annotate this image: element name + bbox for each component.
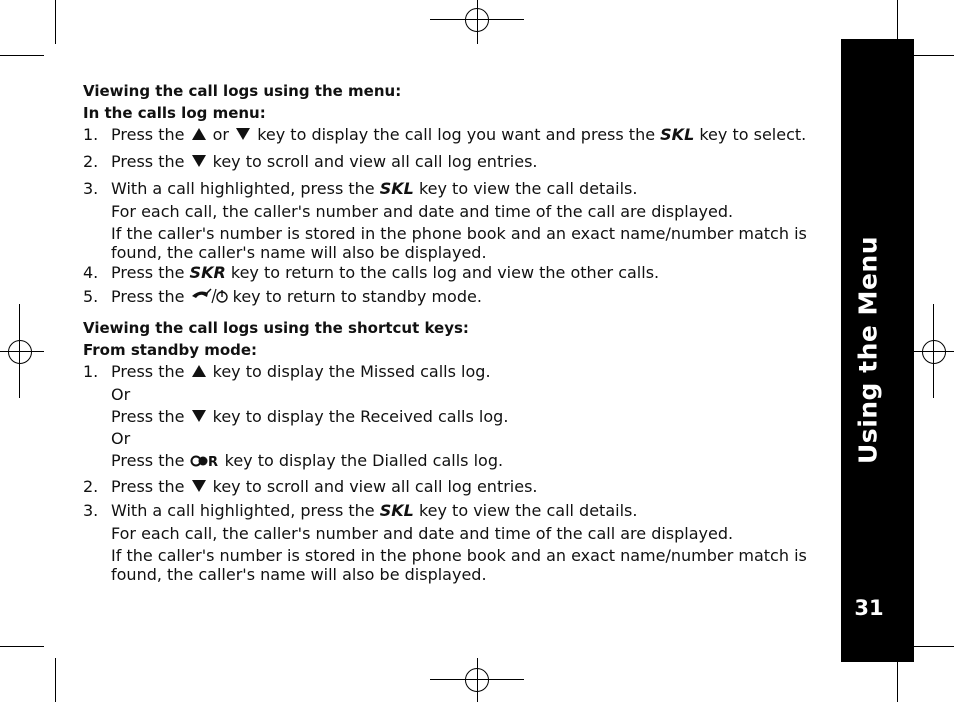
crop-mark xyxy=(910,55,954,56)
page-number: 31 xyxy=(854,596,884,620)
crop-mark xyxy=(0,646,44,647)
crop-mark xyxy=(897,658,898,702)
list-item: 1. Press the or key to display the call log you want and press the SKL key to select. xyxy=(83,125,807,144)
up-arrow-icon xyxy=(192,128,206,140)
step-or: Or xyxy=(111,429,131,448)
crop-mark xyxy=(910,646,954,647)
section-heading: Viewing the call logs using the shortcut keys: xyxy=(83,319,469,337)
list-item: 5. Press the key to return to standby mode. xyxy=(83,287,482,306)
step-note: If the caller's number is stored in the phone book and an exact name/number match is found, the caller's name will also be displayed. xyxy=(111,224,807,262)
section-heading: Viewing the call logs using the menu: xyxy=(83,82,402,100)
list-item: 2. Press the key to scroll and view all call log entries. xyxy=(83,477,538,496)
step-line: Press the key to display the Received calls log. xyxy=(111,407,509,426)
step-number: 4. xyxy=(83,263,99,282)
crop-mark xyxy=(55,0,56,44)
step-number: 3. xyxy=(83,501,99,520)
step-note: For each call, the caller's number and date and time of the call are displayed. xyxy=(111,202,734,221)
down-arrow-icon xyxy=(192,410,206,422)
end-call-power-icon xyxy=(190,287,228,305)
key-name: SKL xyxy=(379,179,414,198)
svg-text:R: R xyxy=(207,455,218,469)
up-arrow-icon xyxy=(192,365,206,377)
crop-mark xyxy=(0,55,44,56)
step-number: 1. xyxy=(83,125,99,144)
step-number: 5. xyxy=(83,287,99,306)
step-number: 1. xyxy=(83,362,99,381)
step-note: For each call, the caller's number and date and time of the call are displayed. xyxy=(111,524,734,543)
down-arrow-icon xyxy=(236,128,250,140)
list-item: 4. Press the SKR key to return to the calls log and view the other calls. xyxy=(83,263,660,282)
down-arrow-icon xyxy=(192,155,206,167)
list-item: 3. With a call highlighted, press the SKL key to view the call details. xyxy=(83,501,638,520)
step-or: Or xyxy=(111,385,131,404)
step-number: 3. xyxy=(83,179,99,198)
key-name: SKL xyxy=(379,501,414,520)
list-item: 2. Press the key to scroll and view all call log entries. xyxy=(83,152,538,171)
crop-mark xyxy=(897,0,898,44)
crop-mark xyxy=(55,658,56,702)
redial-key-icon xyxy=(190,453,220,469)
list-item: 3. With a call highlighted, press the SKL key to view the call details. xyxy=(83,179,638,198)
step-line: Press the R key to display the Dialled calls log. xyxy=(111,451,504,470)
down-arrow-icon xyxy=(192,480,206,492)
section-subheading: From standby mode: xyxy=(83,341,258,359)
step-number: 2. xyxy=(83,152,99,171)
list-item: 1. Press the key to display the Missed calls log. xyxy=(83,362,491,381)
section-subheading: In the calls log menu: xyxy=(83,104,266,122)
key-name: SKR xyxy=(189,263,226,282)
step-number: 2. xyxy=(83,477,99,496)
step-note: If the caller's number is stored in the phone book and an exact name/number match is found, the caller's name will also be displayed. xyxy=(111,546,807,584)
page-content xyxy=(83,80,833,584)
key-name: SKL xyxy=(660,125,695,144)
